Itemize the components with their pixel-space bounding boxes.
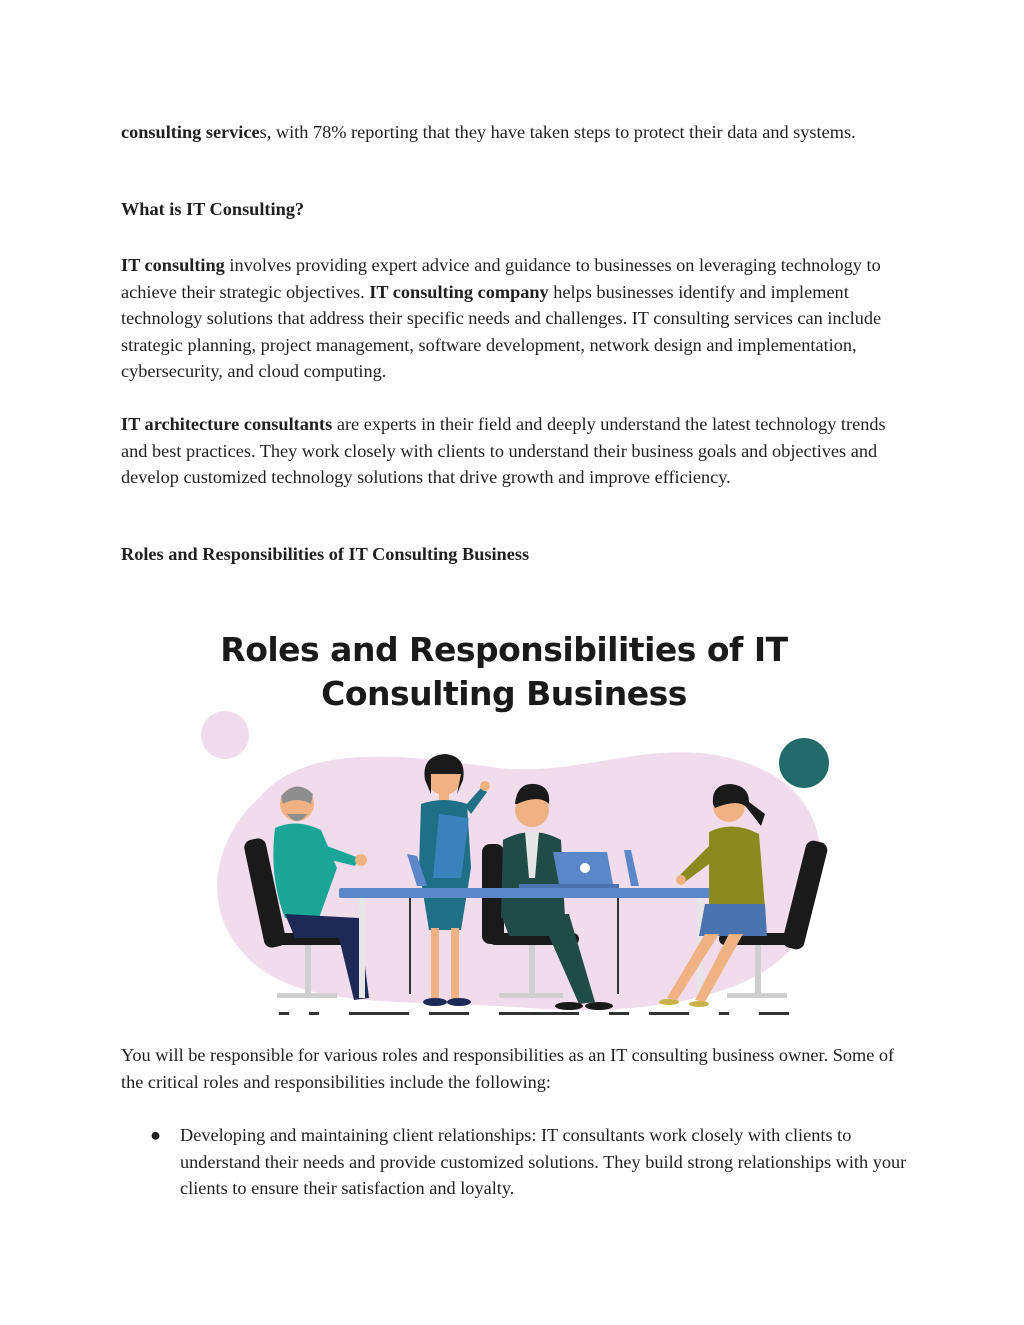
it-consulting-company-bold: IT consulting company [369, 281, 549, 302]
illustration-title-line-2: Consulting Business [321, 674, 687, 713]
it-consulting-bold: IT consulting [121, 255, 225, 275]
floor-line [279, 1012, 789, 1015]
intro-paragraph [121, 119, 911, 146]
pink-dot [201, 711, 249, 759]
illustration-title-line-1: Roles and Responsibilities of IT [220, 630, 788, 669]
it-consulting-paragraph [121, 252, 911, 385]
illustration-graphic [199, 618, 839, 1028]
it-consulting-text-1: involves providing expert advice and guidance to businesses on leveraging technology to achieve their strategic objectives. [121, 255, 881, 302]
roles-paragraph [121, 1042, 911, 1095]
architecture-text: are experts in their field and deeply understand the latest technology trends and best practices. They work closely with clients to understand their business goals and objectives and develop customized technology solutions that drive growth and improve efficiency. [121, 414, 886, 488]
architecture-paragraph [121, 411, 911, 491]
roles-paragraph-text: You will be responsible for various roles and responsibilities as an IT consulting business owner. Some of the critical roles and responsibilities include the following: [121, 1045, 895, 1092]
intro-text: s, with 78% reporting that they have taken steps to protect their data and systems. [259, 122, 856, 142]
it-consulting-text-2: helps businesses identify and implement technology solutions that address their specific needs and challenges. IT consulting services can include strategic planning, project management, software development, network design and implementation, cybersecurity, and cloud computing. [121, 281, 882, 382]
bullet-text: Developing and maintaining client relationships: IT consultants work closely with clients to understand their needs and provide customized solutions. They build strong relationships with your clients to ensure their satisfaction and loyalty. [180, 1125, 907, 1199]
heading-roles: Roles and Responsibilities of IT Consulting Business [121, 544, 530, 564]
bullet-symbol: ● [150, 1125, 162, 1145]
architecture-bold: IT architecture consultants [121, 414, 333, 434]
heading-what-is-it-consulting: What is IT Consulting? [121, 199, 305, 219]
roles-illustration [199, 618, 839, 1028]
teal-dot [779, 738, 829, 788]
intro-bold: consulting service [121, 122, 260, 142]
